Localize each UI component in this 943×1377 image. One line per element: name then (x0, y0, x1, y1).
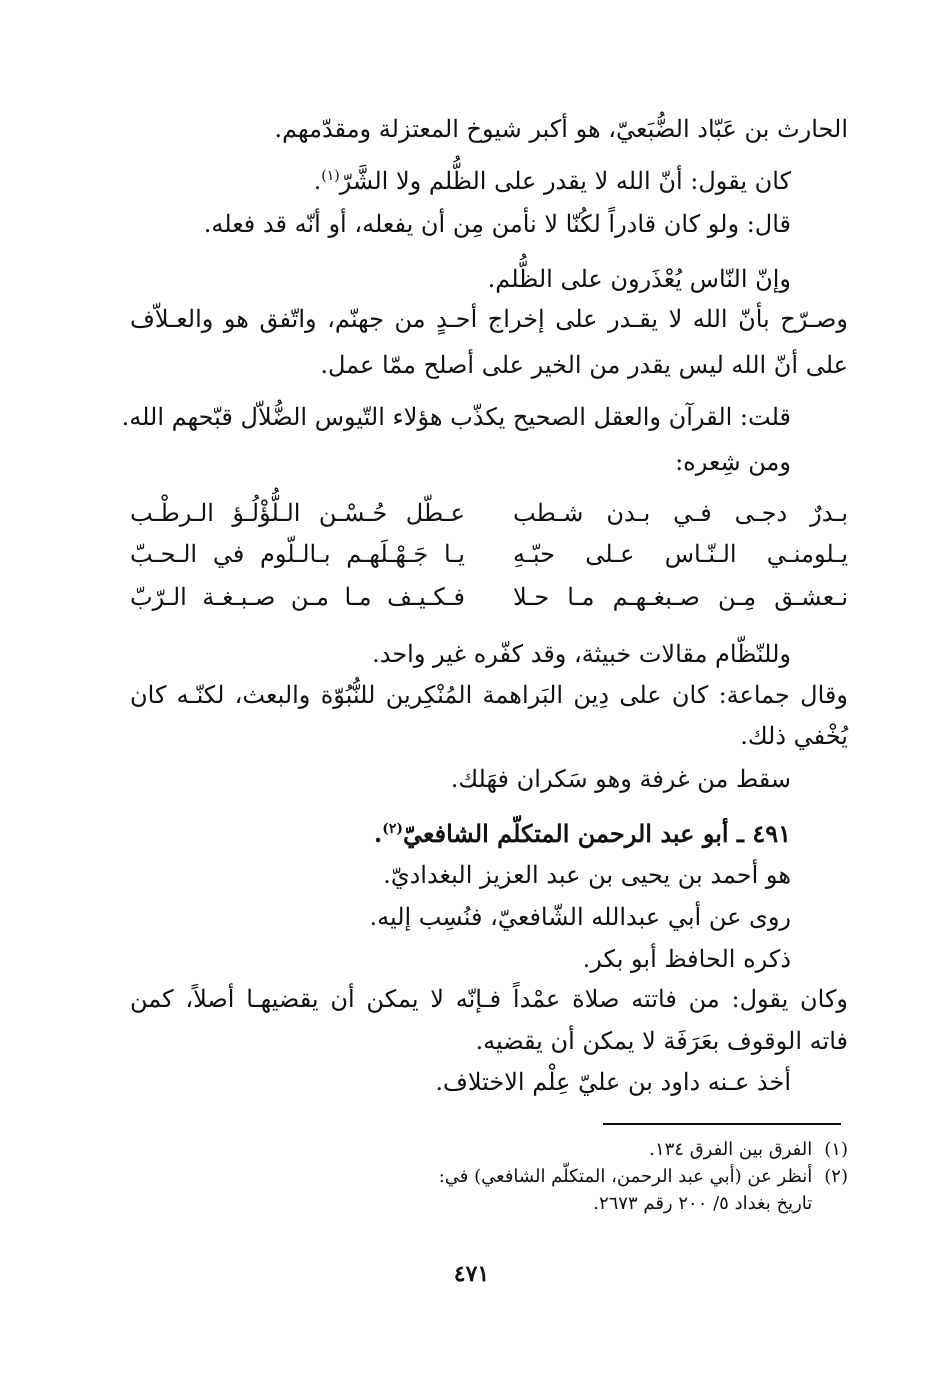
text-line (130, 942, 791, 976)
poem-second-hemistich: عـطّل حُـسْـن الـلُّؤْلُـؤ الـرطْـب (130, 499, 465, 527)
text-span: قلت: القرآن والعقل الصحيح يكذّب هؤلاء التّيوس الضُّلاّل قبّحهم الله. (121, 403, 791, 431)
text-span: . (373, 819, 383, 848)
text-line (130, 445, 791, 479)
text-span: ذكره الحافظ أبو بكر. (582, 945, 791, 973)
text-line (130, 900, 791, 934)
footnote-number: (٢) (824, 1166, 848, 1187)
text-span: وللنّظّام مقالات خبيثة، وقد كفّره غير واحد. (372, 640, 791, 668)
footnote (128, 1137, 848, 1163)
text-span: وقال جماعة: كان على دِين البَراهمة المُنْكِرين للنُّبُوّة والبعث، لكنّـه كان (130, 681, 848, 709)
footnote-marker: (١) (321, 168, 340, 184)
text-span: على أنّ الله ليس يقدر من الخير على أصلح ممّا عمل. (320, 351, 848, 379)
text-span: أخذ عـنه داود بن عليّ عِلْم الاختلاف. (435, 1068, 791, 1096)
text-line (121, 400, 791, 434)
footnote-number: (١) (824, 1139, 848, 1160)
footnote-text: أنظر عن (أبي عبد الرحمن، المتكلّم الشافعي) في: (438, 1166, 813, 1187)
entry-heading (130, 817, 791, 851)
text-line (130, 112, 848, 146)
poem-first-hemistich: نـعشـق مِـن صـبغـهـم مـا حـلا (513, 583, 848, 611)
text-line (130, 1065, 791, 1099)
footnote-marker: (٢) (382, 821, 404, 837)
poem-verse (130, 537, 848, 571)
text-span: هو أحمد بن يحيى بن عبد العزيز البغداديّ. (383, 861, 791, 889)
footnote-text: الفرق بين الفرق ١٣٤. (649, 1139, 813, 1160)
poem-first-hemistich: بـدرٌ دجـى فـي بـدن شـطب (513, 499, 848, 527)
text-line (130, 262, 791, 296)
text-line (130, 207, 791, 241)
poem-verse (130, 496, 848, 530)
footnote (128, 1164, 848, 1190)
text-span: يُخْفي ذلك. (740, 722, 848, 750)
poem-second-hemistich: فـكـيـف مـا مـن صـبـغـة الـرّبّ (130, 583, 465, 611)
text-span: وصـرّح بأنّ الله لا يقـدر على إخراج أحـدٍ من جهنّم، واتّفق هو والعـلاّف (130, 305, 848, 333)
text-line (130, 762, 791, 796)
text-span: وكان يقول: من فاتته صلاة عمْداً فـإنّه لا يمكن أن يقضيهـا أصلاً، كمن (130, 985, 848, 1013)
text-line (130, 858, 791, 892)
text-span: سقط من غرفة وهو سَكران فهَلك. (450, 765, 791, 793)
footnote-separator (603, 1123, 841, 1125)
footnote-text: تاريخ بغداد ٥/ ٢٠٠ رقم ٢٦٧٣. (593, 1193, 813, 1214)
text-line (130, 348, 848, 382)
text-span: الحارث بن عَبّاد الضُّبَعيّ، هو أكبر شيوخ المعتزلة ومقدّمهم. (274, 115, 848, 143)
text-line (130, 164, 791, 198)
poem-first-hemistich: يـلومنـي الـنّـاس عـلى حبّـهِ (513, 540, 848, 568)
text-span: فاته الوقوف بعَرَفَة لا يمكن أن يقضيه. (475, 1027, 848, 1055)
text-line (130, 1024, 848, 1058)
text-span: وإنّ النّاس يُعْذَرون على الظُّلم. (487, 265, 791, 293)
text-span: روى عن أبي عبدالله الشّافعيّ، فنُسِب إليه. (369, 903, 791, 931)
text-line (130, 302, 848, 336)
poem-second-hemistich: يـا جَـهْـلَهـم بـالـلّوم في الـحـبّ (130, 540, 465, 568)
text-span: . (313, 167, 322, 195)
page-number: ٤٧١ (453, 1261, 490, 1287)
text-span: ومن شِعره: (675, 448, 791, 476)
footnote (128, 1191, 848, 1217)
text-line (130, 637, 791, 671)
text-line (130, 719, 848, 753)
text-line (130, 982, 848, 1016)
text-span: قال: ولو كان قادراً لكُنّا لا نأمن مِن أن يفعله، أو أنّه قد فعله. (203, 210, 791, 238)
text-span: كان يقول: أنّ الله لا يقدر على الظُّلم ولا الشَّرّ (339, 167, 791, 195)
text-line (130, 678, 848, 712)
poem-verse (130, 580, 848, 614)
entry-heading-text: ٤٩١ ـ أبو عبد الرحمن المتكلّم الشافعيّ (403, 819, 791, 848)
